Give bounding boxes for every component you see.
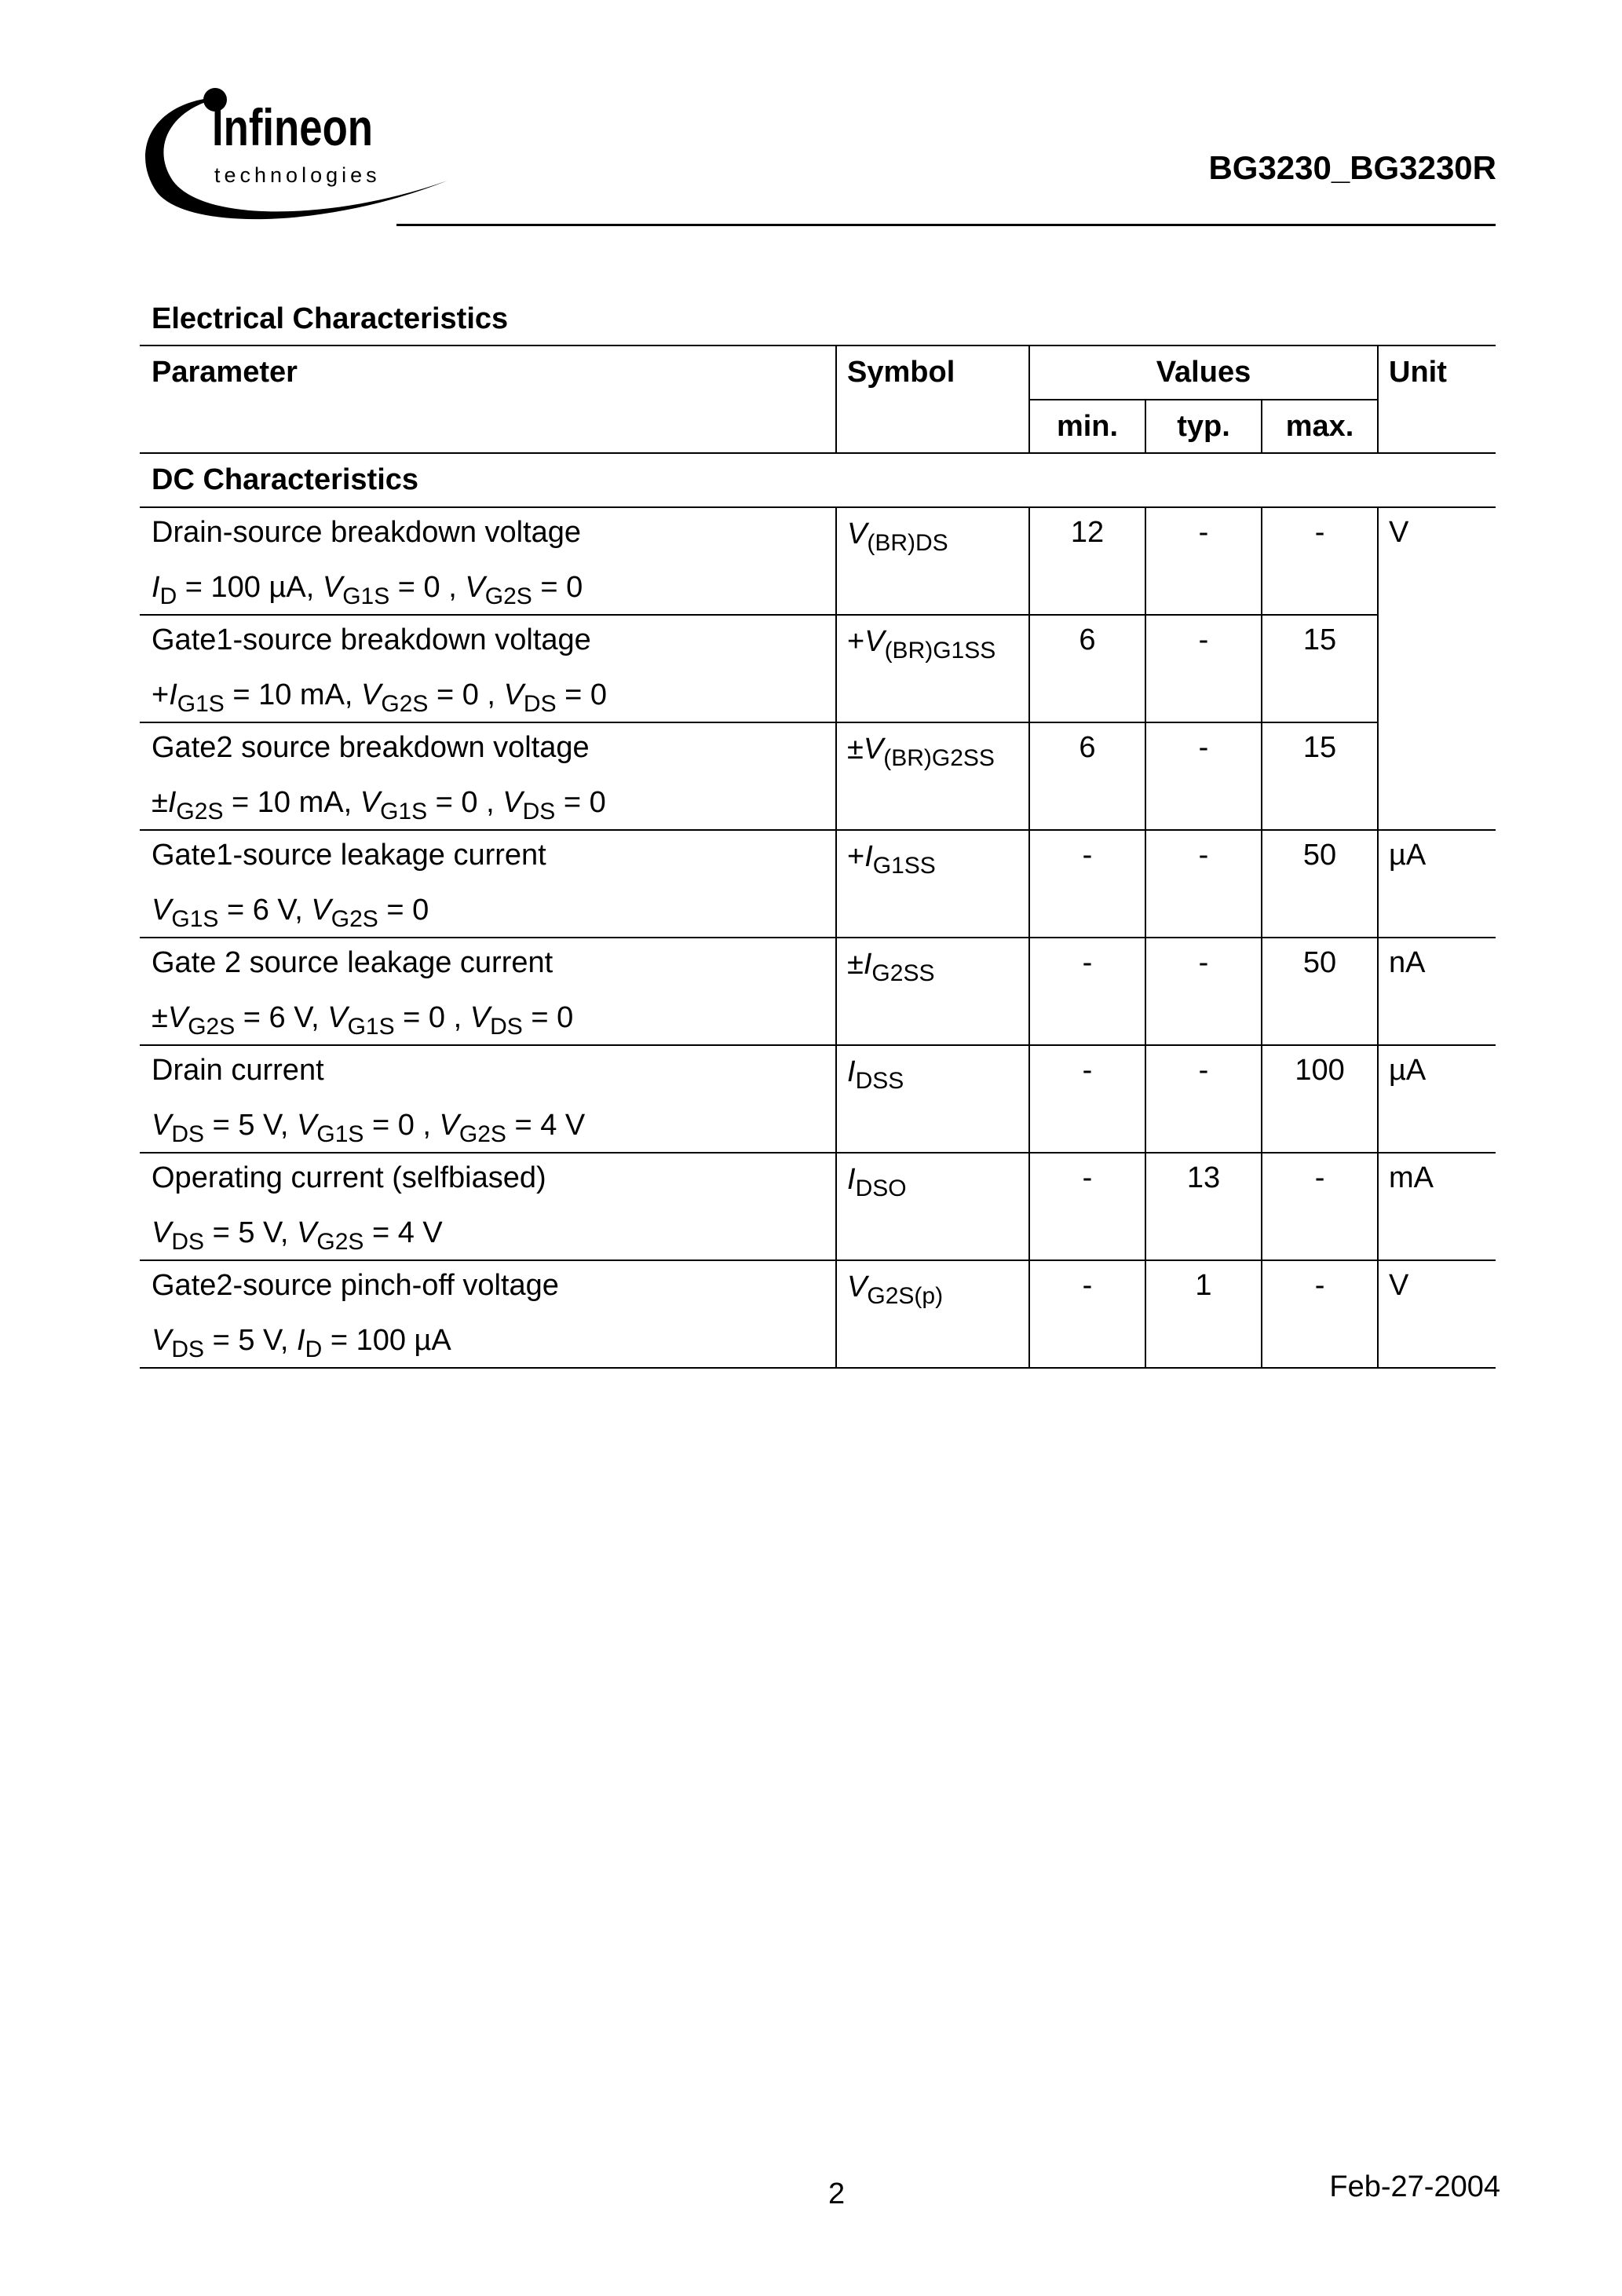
table-row: [140, 938, 1496, 1045]
table-row: [140, 615, 1496, 722]
symbol-cell: $V_{(BR)DS}$: [836, 507, 1029, 615]
parameter-name: Gate1-source breakdown voltage: [152, 623, 591, 656]
column-header-unit: Unit: [1378, 345, 1496, 453]
min-value: 12: [1029, 507, 1145, 615]
test-condition: $V_{DS} = 5$ V, $V_{G2S} = 4$ V: [152, 1216, 443, 1255]
max-value: 50: [1262, 938, 1378, 1045]
symbol-cell: $I_{DSO}$: [836, 1153, 1029, 1260]
table-row: [140, 1045, 1496, 1153]
typ-value: -: [1145, 722, 1262, 830]
unit-value: µA: [1378, 1045, 1496, 1153]
table-header-row: [140, 345, 1496, 400]
test-condition: $V_{G1S} = 6$ V, $V_{G2S} = 0$: [152, 894, 429, 932]
parameter-name: Gate1-source leakage current: [152, 839, 546, 872]
max-value: 50: [1262, 830, 1378, 938]
max-value: -: [1262, 1153, 1378, 1260]
group-title: DC Characteristics: [152, 463, 419, 496]
min-value: 6: [1029, 615, 1145, 722]
max-value: -: [1262, 507, 1378, 615]
min-value: -: [1029, 1153, 1145, 1260]
table-row: [140, 1260, 1496, 1368]
unit-value: V: [1378, 507, 1496, 830]
unit-value: mA: [1378, 1153, 1496, 1260]
header-rule: [396, 224, 1496, 226]
column-header-parameter: Parameter: [152, 356, 298, 389]
typ-value: 1: [1145, 1260, 1262, 1368]
typ-value: -: [1145, 1045, 1262, 1153]
logo-brand: Infineon: [212, 98, 373, 156]
max-value: 15: [1262, 615, 1378, 722]
column-header-symbol: Symbol: [836, 345, 1029, 453]
table-row: [140, 830, 1496, 938]
max-value: 15: [1262, 722, 1378, 830]
test-condition: $V_{DS} = 5$ V, $I_D = 100$ µA: [152, 1324, 451, 1362]
min-value: 6: [1029, 722, 1145, 830]
parameter-cell: [140, 938, 836, 1045]
table-row: [140, 722, 1496, 830]
max-value: 100: [1262, 1045, 1378, 1153]
symbol-cell: $+V_{(BR)G1SS}$: [836, 615, 1029, 722]
parameter-name: Drain-source breakdown voltage: [152, 516, 582, 549]
group-title-row: [140, 453, 1496, 507]
min-value: -: [1029, 830, 1145, 938]
symbol-cell: $I_{DSS}$: [836, 1045, 1029, 1153]
typ-value: -: [1145, 938, 1262, 1045]
parameter-name: Operating current (selfbiased): [152, 1161, 546, 1194]
test-condition: $\pm V_{G2S} = 6$ V, $V_{G1S} = 0$ , $V_{DS} = 0$: [152, 1001, 574, 1040]
symbol-cell: $V_{G2S(p)}$: [836, 1260, 1029, 1368]
test-condition: $+I_{G1S} = 10$ mA, $V_{G2S} = 0$ , $V_{DS} = 0$: [152, 678, 608, 717]
parameter-cell: [140, 615, 836, 722]
parameter-name: Gate2 source breakdown voltage: [152, 731, 590, 764]
typ-value: -: [1145, 615, 1262, 722]
min-value: -: [1029, 938, 1145, 1045]
test-condition: $V_{DS} = 5$ V, $V_{G1S} = 0$ , $V_{G2S} = 4$ V: [152, 1109, 586, 1147]
electrical-characteristics-table: [140, 345, 1496, 1369]
part-number: BG3230_BG3230R: [1208, 149, 1496, 186]
test-condition: $\pm I_{G2S} = 10$ mA, $V_{G1S} = 0$ , $V_{DS} = 0$: [152, 786, 606, 824]
parameter-cell: [140, 1260, 836, 1368]
document-date: Feb-27-2004: [1329, 2170, 1500, 2203]
parameter-cell: [140, 1153, 836, 1260]
infineon-logo: [133, 82, 455, 232]
column-header-values: Values: [1029, 345, 1378, 400]
parameter-name: Drain current: [152, 1054, 324, 1087]
table-row: [140, 507, 1496, 615]
parameter-cell: [140, 1045, 836, 1153]
test-condition: $I_D = 100$ µA, $V_{G1S} = 0$ , $V_{G2S} = 0$: [152, 571, 583, 609]
unit-value: V: [1378, 1260, 1496, 1368]
min-value: -: [1029, 1045, 1145, 1153]
parameter-cell: [140, 507, 836, 615]
table-row: [140, 1153, 1496, 1260]
min-value: -: [1029, 1260, 1145, 1368]
column-header-typ: typ.: [1145, 400, 1262, 453]
parameter-cell: [140, 830, 836, 938]
column-header-min: min.: [1029, 400, 1145, 453]
unit-value: µA: [1378, 830, 1496, 938]
symbol-cell: $\pm V_{(BR)G2SS}$: [836, 722, 1029, 830]
typ-value: -: [1145, 507, 1262, 615]
typ-value: -: [1145, 830, 1262, 938]
symbol-cell: $+I_{G1SS}$: [836, 830, 1029, 938]
section-title: Electrical Characteristics: [152, 302, 509, 335]
unit-value: nA: [1378, 938, 1496, 1045]
page-number: 2: [828, 2177, 846, 2210]
max-value: -: [1262, 1260, 1378, 1368]
typ-value: 13: [1145, 1153, 1262, 1260]
symbol-cell: $\pm I_{G2SS}$: [836, 938, 1029, 1045]
column-header-max: max.: [1262, 400, 1378, 453]
parameter-name: Gate2-source pinch-off voltage: [152, 1269, 559, 1302]
logo-tagline: technologies: [214, 163, 381, 187]
parameter-name: Gate 2 source leakage current: [152, 946, 553, 979]
parameter-cell: [140, 722, 836, 830]
